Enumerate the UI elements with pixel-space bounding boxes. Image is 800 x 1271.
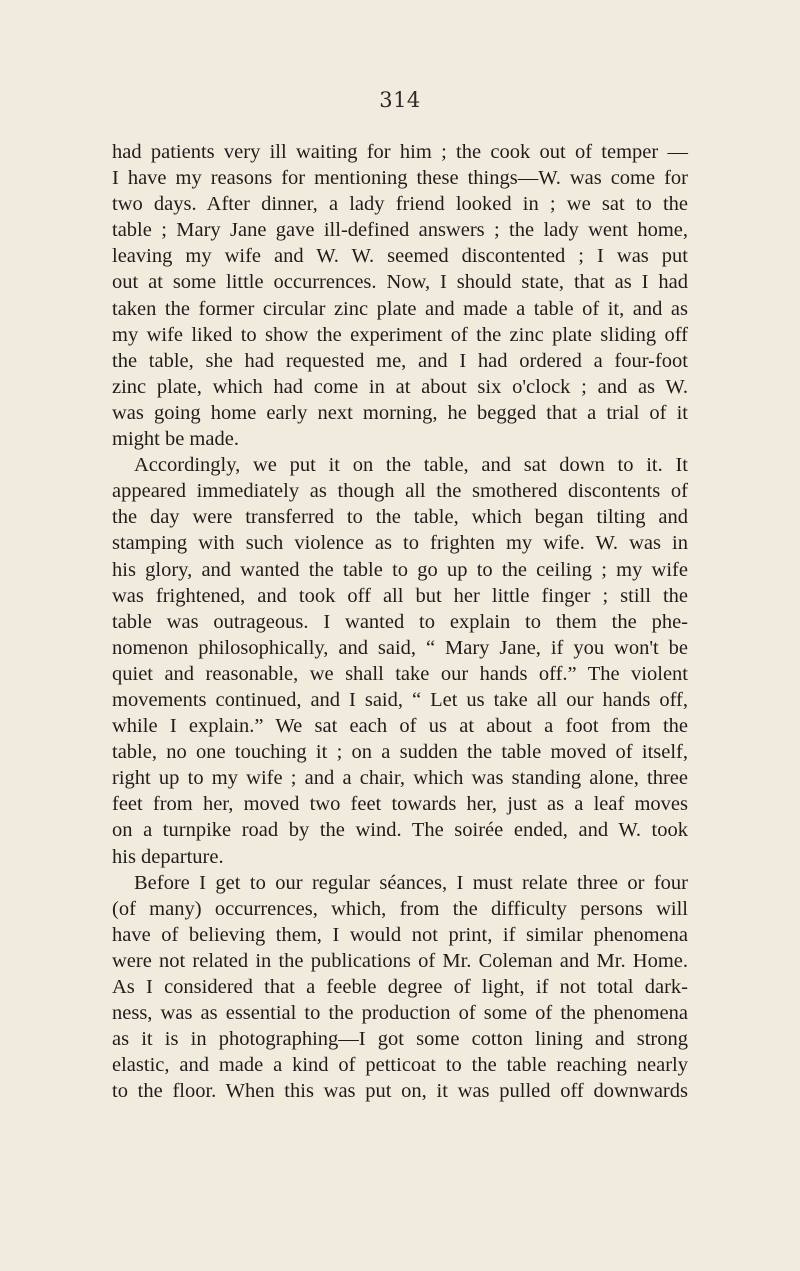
text-line: the table, she had requested me, and I had ordered a four-foot xyxy=(112,349,688,372)
text-line: to the floor. When this was put on, it was pulled off downwards xyxy=(112,1080,688,1103)
text-line: was frightened, and took off all but her little finger ; still the xyxy=(112,584,688,607)
text-line: appeared immediately as though all the smothered discontents of xyxy=(112,480,688,503)
text-line: two days. After dinner, a lady friend looked in ; we sat to the xyxy=(112,193,688,216)
text-line: (of many) occurrences, which, from the difficulty persons will xyxy=(112,897,688,920)
text-line: my wife liked to show the experiment of the zinc plate sliding off xyxy=(112,323,688,346)
text-line: his glory, and wanted the table to go up to the ceiling ; my wife xyxy=(112,558,688,581)
text-line: were not related in the publications of Mr. Coleman and Mr. Home. xyxy=(112,949,688,972)
text-line: the day were transferred to the table, which began tilting and xyxy=(112,506,688,529)
text-line: nomenon philosophically, and said, “ Mary Jane, if you won't be xyxy=(112,636,688,659)
text-line: table, no one touching it ; on a sudden the table moved of itself, xyxy=(112,741,688,764)
text-line: have of believing them, I would not print, if similar phenomena xyxy=(112,923,688,946)
text-line: as it is in photographing—I got some cotton lining and strong xyxy=(112,1028,688,1051)
text-line: Accordingly, we put it on the table, and sat down to it. It xyxy=(134,454,688,477)
page-number: 314 xyxy=(379,88,421,112)
text-line: elastic, and made a kind of petticoat to the table reaching nearly xyxy=(112,1054,688,1077)
text-line: movements continued, and I said, “ Let us take all our hands off, xyxy=(112,688,688,711)
text-line: was going home early next morning, he begged that a trial of it xyxy=(112,401,688,424)
text-line: his departure. xyxy=(112,845,224,868)
text-line: stamping with such violence as to frighten my wife. W. was in xyxy=(112,532,688,555)
text-line: quiet and reasonable, we shall take our hands off.” The violent xyxy=(112,662,688,685)
text-line: on a turnpike road by the wind. The soirée ended, and W. took xyxy=(112,819,688,842)
text-line: ness, was as essential to the production of some of the phenomena xyxy=(112,1002,688,1025)
text-line: might be made. xyxy=(112,428,239,451)
text-line: I have my reasons for mentioning these things—W. was come for xyxy=(112,167,688,190)
text-line: out at some little occurrences. Now, I should state, that as I had xyxy=(112,271,688,294)
text-line: had patients very ill waiting for him ; the cook out of temper — xyxy=(112,141,688,163)
text-line: leaving my wife and W. W. seemed discontented ; I was put xyxy=(112,245,688,268)
text-line: feet from her, moved two feet towards her, just as a leaf moves xyxy=(112,793,688,816)
paragraph-1 xyxy=(112,139,688,452)
paragraph-3 xyxy=(112,870,688,1105)
text-line: right up to my wife ; and a chair, which was standing alone, three xyxy=(112,767,688,790)
text-line: table was outrageous. I wanted to explain to them the phe- xyxy=(112,610,688,633)
text-line: As I considered that a feeble degree of light, if not total dark- xyxy=(112,976,688,998)
text-line: table ; Mary Jane gave ill-defined answers ; the lady went home, xyxy=(112,219,688,242)
paragraph-2 xyxy=(112,452,688,870)
text-line: while I explain.” We sat each of us at about a foot from the xyxy=(112,715,688,738)
text-line: zinc plate, which had come in at about six o'clock ; and as W. xyxy=(112,375,688,398)
body-text xyxy=(112,139,688,1104)
text-line: taken the former circular zinc plate and made a table of it, and as xyxy=(112,297,688,320)
text-line: Before I get to our regular séances, I must relate three or four xyxy=(134,871,688,894)
